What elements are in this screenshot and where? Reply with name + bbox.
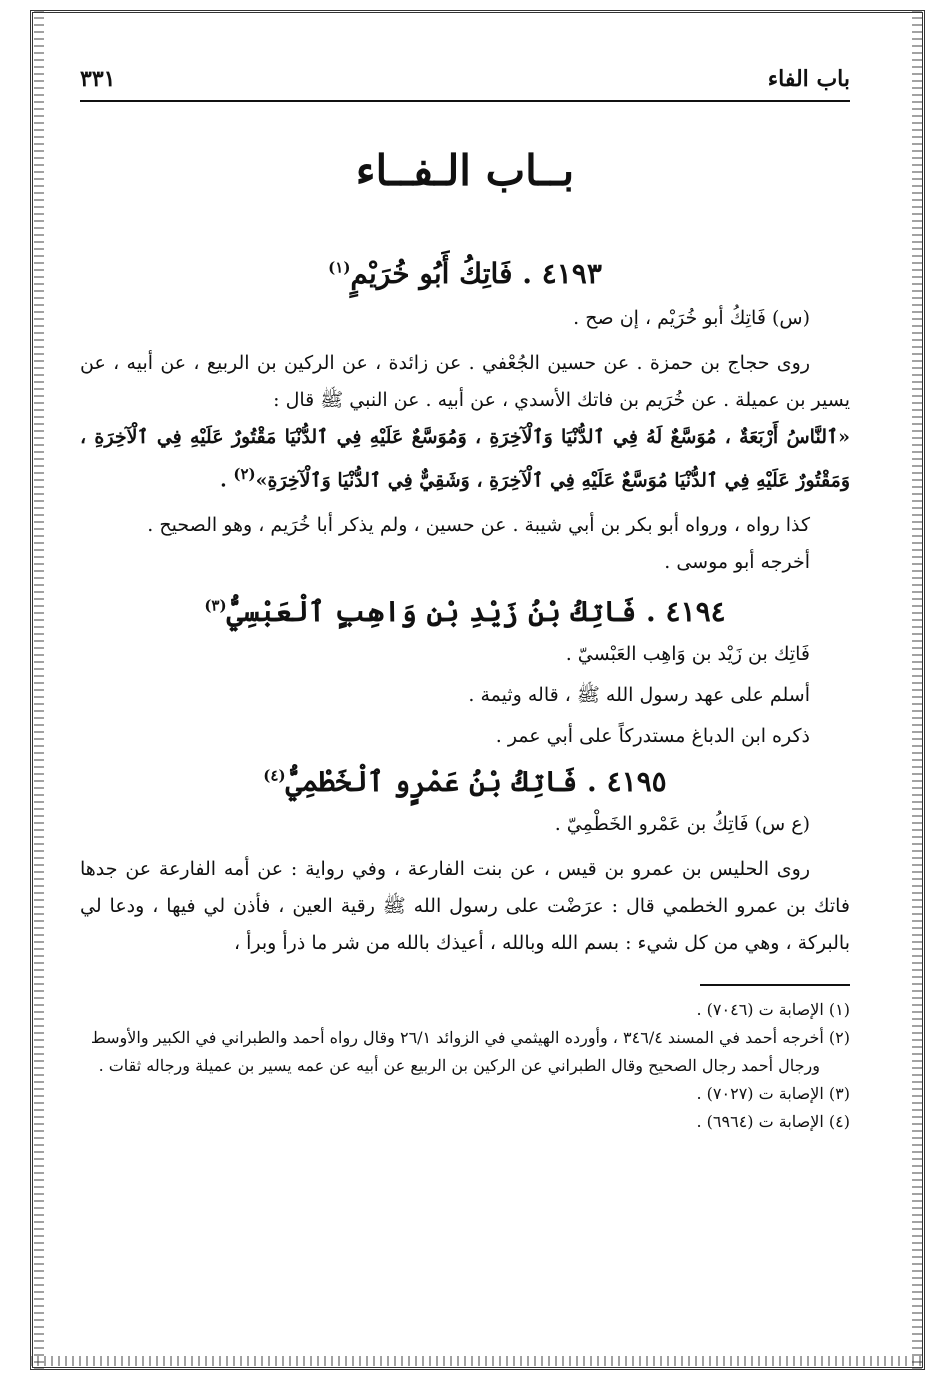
entry-heading-text: ٤١٩٤ . فَاتِكُ بْنُ زَيْدِ بْنِ وَاهِبٍ ٱلْعَبْسِيُّ bbox=[226, 595, 726, 629]
footnote-4: (٤) الإصابة ت (٦٩٦٤) . bbox=[696, 1112, 850, 1132]
footnote-divider bbox=[700, 984, 850, 986]
entry-line: أخرجه أبو موسى . bbox=[664, 551, 810, 574]
entry-heading-text: ٤١٩٣ . فَاتِكُ أَبُو خُرَيْمٍ bbox=[350, 257, 602, 290]
footnote-marker: (٢) bbox=[233, 465, 256, 483]
entry-heading bbox=[80, 257, 850, 290]
entry-line: (ع س) فَاتِكُ بن عَمْرو الخَطْمِيّ . bbox=[554, 813, 810, 836]
entry-heading bbox=[80, 595, 850, 628]
entry-line: روى حجاج بن حمزة . عن حسين الجُعْفي . عن زائدة ، عن الركين بن الربيع ، عن أبيه ، عن يسير بن عميلة . عن خُرَيم بن فاتك الأسدي ، عن أبيه . عن النبي ﷺ قال : bbox=[80, 352, 850, 411]
ornamental-border-left bbox=[34, 10, 44, 1370]
page-number: ٣٣١ bbox=[80, 66, 116, 92]
entry-4195 bbox=[80, 765, 850, 962]
entry-heading-text: ٤١٩٥ . فَاتِكُ بْنُ عَمْرٍو ٱلْخَطْمِيُّ bbox=[285, 765, 667, 799]
entry-line: كذا رواه ، ورواه أبو بكر بن أبي شيبة . عن حسين ، ولم يذكر أبا خُرَيم ، وهو الصحيح . bbox=[147, 514, 810, 537]
footnote-2: (٢) أخرجه أحمد في المسند ٣٤٦/٤ ، وأورده الهيثمي في الزوائد ٢٦/١ وقال رواه أحمد والطبراني في الكبير والأوسط ورجال أحمد رجال الصحيح وقال الطبراني عن الركين بن الربيع عن أبيه عن عمه يسير بن عميلة ورجاله ثقات . bbox=[90, 1028, 850, 1076]
footnotes bbox=[80, 996, 850, 1136]
entry-line: ذكره ابن الدباغ مستدركاً على أبي عمر . bbox=[495, 725, 810, 748]
ornamental-border-right bbox=[912, 10, 922, 1370]
entry-line: روى الحليس بن عمرو بن قيس ، عن بنت الفارعة ، وفي رواية : عن أمه الفارعة عن جدها فاتك بن عمرو الخطمي قال : عرَضْت على رسول الله ﷺ رقية العين ، فأذن لي فيها ، ودعا لي بالبركة ، وهي من كل شيء : بسم الله وبالله ، أعيذك بالله من شر ما ذرأ وبرأ ، bbox=[80, 858, 850, 955]
hadith-text: «ٱلنَّاسُ أَرْبَعَةٌ ، مُوَسَّعٌ لَهُ فِي ٱلدُّنْيَا وَٱلْآخِرَةِ ، وَمُوَسَّعٌ عَلَيْهِ فِي ٱلدُّنْيَا مَقْتُورٌ عَلَيْهِ فِي ٱلْآخِرَةِ ، وَمَقْتُورٌ عَلَيْهِ فِي ٱلدُّنْيَا مُوَسَّعٌ عَلَيْهِ فِي ٱلْآخِرَةِ ، وَشَقِيٌّ فِي ٱلدُّنْيَا وَٱلْآخِرَةِ» bbox=[80, 426, 850, 492]
entry-line: فَاتِك بن زَيْد بن وَاهِب العَبْسيّ . bbox=[565, 643, 810, 666]
entry-line: أسلم على عهد رسول الله ﷺ ، قاله وثيمة . bbox=[468, 684, 810, 707]
section-title: باب الفاء bbox=[767, 66, 850, 92]
entry-4194 bbox=[80, 595, 850, 755]
ornamental-border-bottom bbox=[30, 1356, 925, 1366]
page-content bbox=[80, 66, 850, 1136]
footnote-marker: (١) bbox=[328, 258, 351, 277]
hadith-quote: «ٱلنَّاسُ أَرْبَعَةٌ ، مُوَسَّعٌ لَهُ فِي ٱلدُّنْيَا وَٱلْآخِرَةِ ، وَمُوَسَّعٌ عَلَيْهِ فِي ٱلدُّنْيَا مَقْتُورٌ عَلَيْهِ فِي ٱلْآخِرَةِ ، وَمَقْتُورٌ عَلَيْهِ فِي ٱلدُّنْيَا مُوَسَّعٌ عَلَيْهِ فِي ٱلْآخِرَةِ ، وَشَقِيٌّ فِي ٱلدُّنْيَا وَٱلْآخِرَةِ»$^{(٢)}$ . bbox=[80, 426, 850, 492]
entry-line: (س) فَاتِكُ أبو خُرَيْم ، إن صح . bbox=[573, 307, 810, 329]
footnote-3: (٣) الإصابة ت (٧٠٢٧) . bbox=[696, 1084, 850, 1104]
footnote-marker: (٤) bbox=[263, 767, 286, 785]
entry-heading bbox=[80, 765, 850, 798]
entry-4193 bbox=[80, 257, 850, 581]
footnote-1: (١) الإصابة ت (٧٠٤٦) . bbox=[696, 1000, 850, 1020]
running-header bbox=[80, 66, 850, 102]
chapter-title: بــاب الـفــاء bbox=[355, 146, 575, 195]
footnote-marker: (٣) bbox=[204, 597, 227, 615]
